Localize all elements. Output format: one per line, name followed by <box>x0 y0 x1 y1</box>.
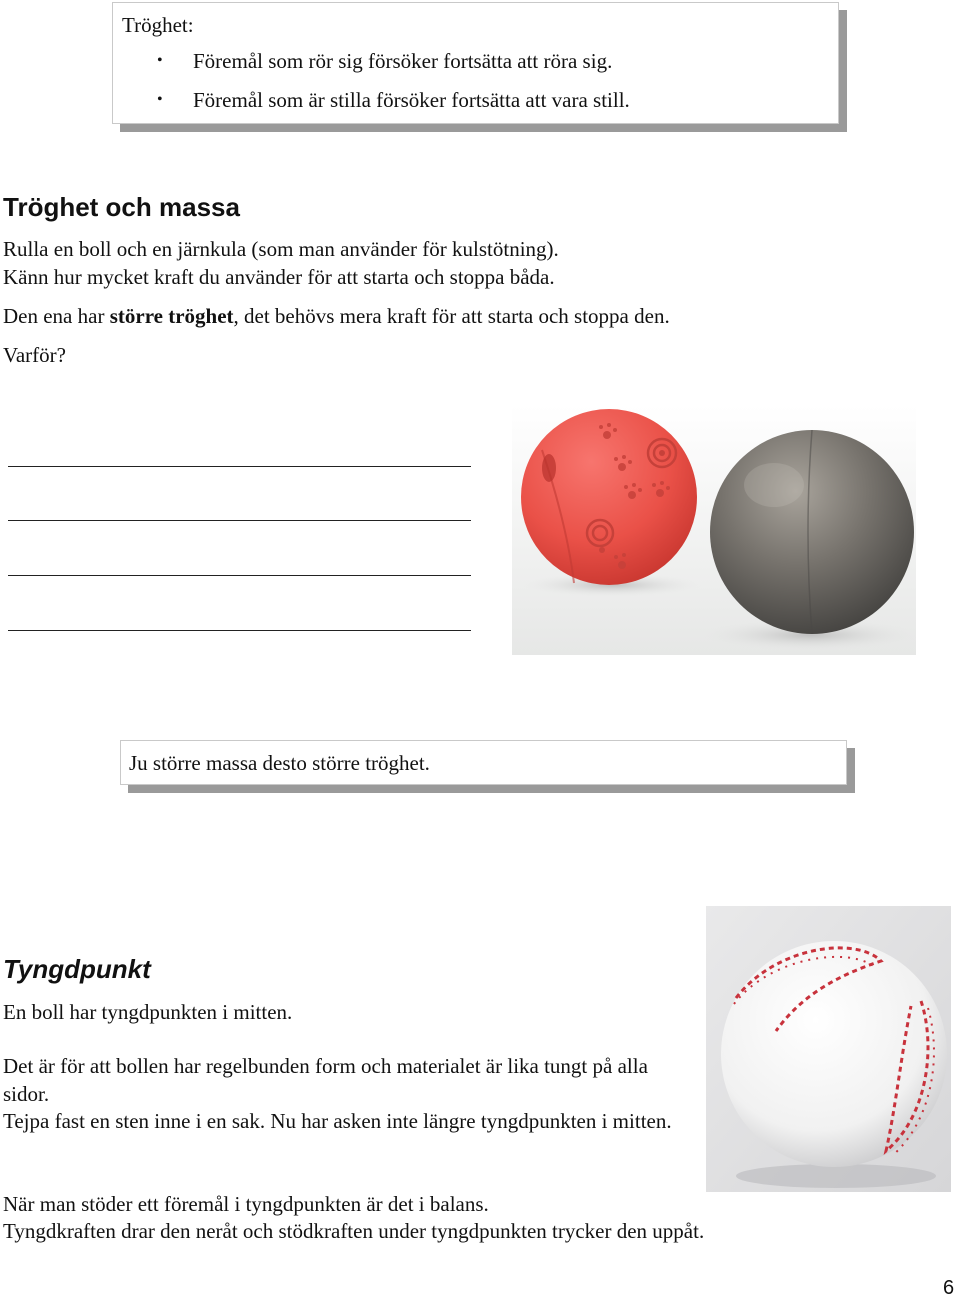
inertia-definition-box <box>112 2 839 124</box>
mass-inertia-summary-box <box>120 740 847 785</box>
mass-text-line-1: Rulla en boll och en järnkula (som man använder för kulstötning). <box>3 237 559 261</box>
section-heading-center-of-gravity: Tyngdpunkt <box>3 954 151 984</box>
mass-text-line-3-end: , det behövs mera kraft för att starta och stoppa den. <box>233 304 670 328</box>
answer-line-4 <box>8 630 471 631</box>
inertia-bullet-2: • Föremål som är stilla försöker fortsätta att vara still. <box>113 88 630 127</box>
section-heading-mass: Tröghet och massa <box>3 192 240 222</box>
answer-line-2 <box>8 520 471 521</box>
cog-paragraph-5: Tyngdkraften drar den neråt och stödkraften under tyngdpunkten trycker den uppåt. <box>3 1219 705 1243</box>
rubber-ball-and-shot-put-photo <box>512 405 916 655</box>
cog-paragraph-1: En boll har tyngdpunkten i mitten. <box>3 1000 293 1024</box>
cog-paragraph-4: När man stöder ett föremål i tyngdpunkten är det i balans. <box>3 1192 489 1216</box>
cog-paragraph-2: Det är för att bollen har regelbunden form och materialet är lika tungt på alla sidor. <box>3 1054 648 1106</box>
answer-line-1 <box>8 466 471 467</box>
mass-text-bold: större tröghet <box>109 304 234 328</box>
summary-text: Ju större massa desto större tröghet. <box>129 751 430 775</box>
inertia-bullet-list <box>113 49 630 127</box>
baseball-photo <box>706 906 951 1192</box>
cog-paragraph-3: Tejpa fast en sten inne i en sak. Nu har asken inte längre tyngdpunkten i mitten. <box>3 1109 672 1133</box>
question-why: Varför? <box>3 343 66 367</box>
inertia-box-title: Tröghet: <box>122 13 194 37</box>
answer-line-3 <box>8 575 471 576</box>
mass-text-line-3 <box>3 302 670 330</box>
mass-text-line-3-start: Den ena har <box>3 304 110 328</box>
mass-text-line-2: Känn hur mycket kraft du använder för att starta och stoppa båda. <box>3 265 555 289</box>
inertia-bullet-1: • Föremål som rör sig försöker fortsätta att röra sig. <box>113 49 630 88</box>
page-number: 6 <box>943 1277 955 1299</box>
